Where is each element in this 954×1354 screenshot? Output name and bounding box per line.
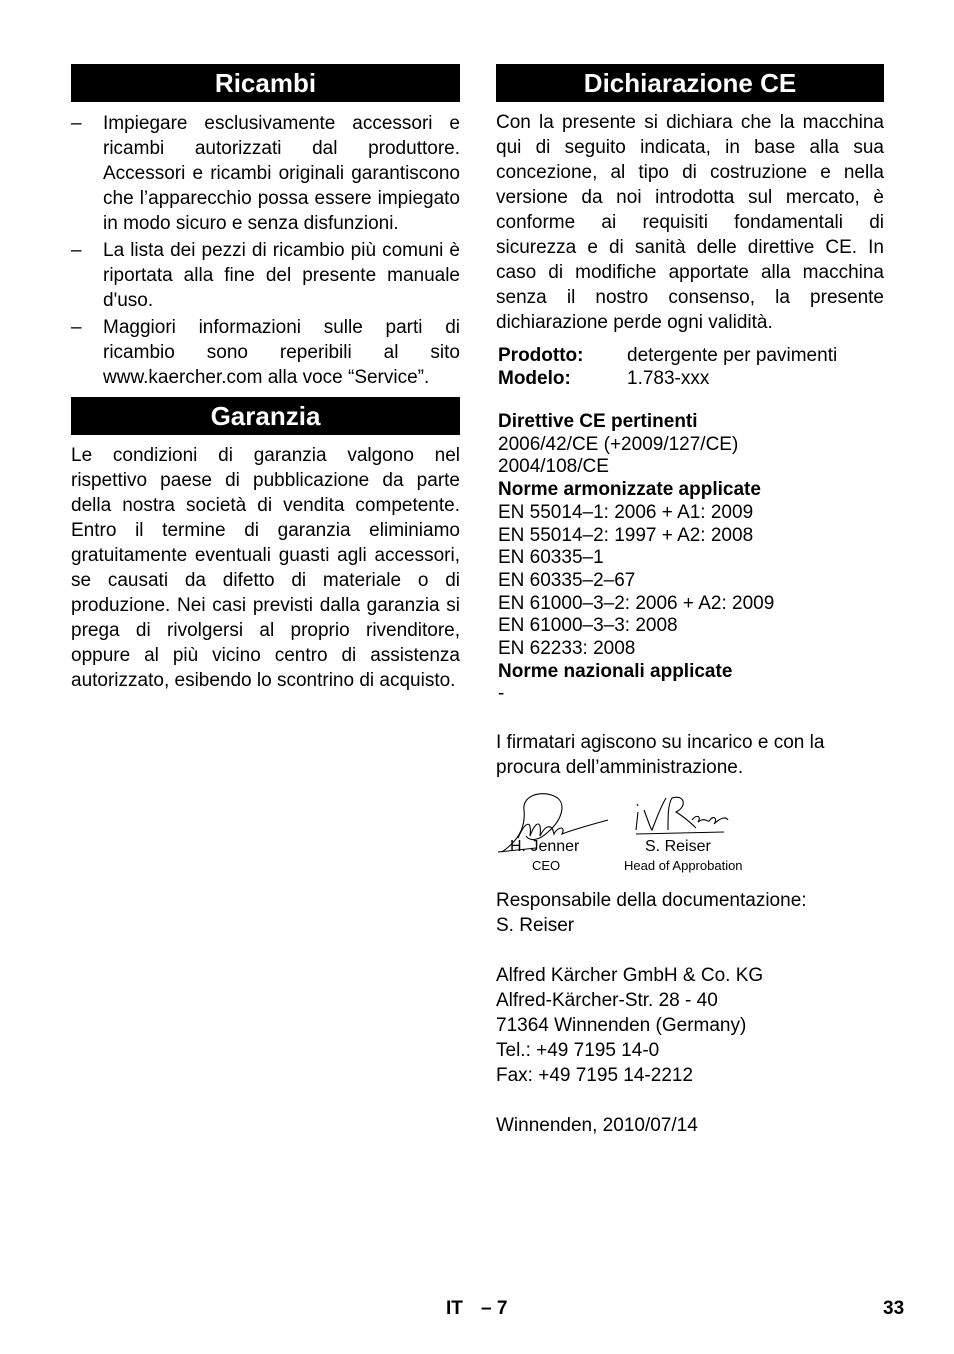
list-item	[71, 111, 460, 236]
dash-bullet: –	[71, 317, 82, 338]
garanzia-text: Le condizioni di garanzia valgono nel rispettivo paese di pubblicazione da parte della nostra società di vendita competente. Entro il termine di garanzia eliminiamo gratuitamente eventuali guasti agli accessori, se causati da difetto di materiale o di produzione. Nei casi previsti dalla garanzia si prega di rivolgersi al proprio rivenditore, oppure al più vicino centro di assistenza autorizzato, esibendo lo scontrino di acquisto.	[71, 445, 460, 691]
directives-heading: Direttive CE pertinenti	[498, 411, 698, 432]
harmonized-item: EN 55014–1: 2006 + A1: 2009	[498, 501, 754, 523]
company-address	[496, 963, 884, 1088]
ricambi-heading: Ricambi	[71, 64, 460, 102]
footer-language: IT	[446, 1298, 463, 1319]
signatories-text: I firmatari agiscono su incarico e con la procura dell’amministrazione.	[496, 732, 825, 779]
footer-page-number: 33	[883, 1298, 905, 1319]
directive-item: 2006/42/CE (+2009/127/CE)	[498, 433, 739, 455]
national-item: -	[498, 683, 505, 705]
standards-block	[496, 411, 884, 706]
dash-bullet: –	[71, 240, 82, 261]
doc-responsible-label: Responsabile della documentazione:	[496, 890, 807, 912]
declaration-intro: Con la presente si dichiara che la macchina qui di seguito indicata, in base alla sua concezione, al tipo di costruzione e nella versione da noi introdotta sul mercato, è conforme ai requisiti fondamentali di sicurezza e di sanità delle direttive CE. In caso di modifiche apportate alla macchina senza il nostro consenso, la presente dichiarazione perde ogni validità.	[496, 112, 884, 333]
place-date: Winnenden, 2010/07/14	[496, 1115, 698, 1137]
doc-responsible-name: S. Reiser	[496, 915, 575, 937]
national-heading: Norme nazionali applicate	[498, 660, 733, 682]
harmonized-item: EN 60335–2–67	[498, 569, 636, 591]
list-item-text: Maggiori informazioni sulle parti di ricambio sono reperibili al sito www.kaercher.com alla voce “Service”.	[103, 317, 460, 388]
harmonized-item: EN 60335–1	[498, 547, 604, 569]
ricambi-list	[71, 111, 460, 390]
signature-area	[496, 790, 884, 888]
list-item	[71, 315, 460, 390]
model-row	[496, 367, 884, 390]
doc-responsible	[496, 888, 884, 938]
address-line: Alfred-Kärcher-Str. 28 - 40	[496, 990, 718, 1012]
list-item	[71, 238, 460, 313]
model-label: Modelo:	[498, 368, 571, 389]
signature-name-jenner: H. Jenner	[510, 838, 580, 856]
list-item-text: La lista dei pezzi di ricambio più comuni è riportata alla fine del presente manuale d'uso.	[103, 240, 460, 311]
garanzia-heading: Garanzia	[71, 397, 460, 435]
signature-name-reiser: S. Reiser	[645, 838, 711, 856]
list-item-text: Impiegare esclusivamente accessori e ricambi autorizzati dal produttore. Accessori e ricambi originali garantiscono che l’apparecchio possa essere impiegato in modo sicuro e senza disfunzioni.	[103, 113, 460, 234]
signature-role-ceo: CEO	[532, 858, 561, 874]
address-line: Tel.: +49 7195 14-0	[496, 1040, 660, 1062]
address-line: Alfred Kärcher GmbH & Co. KG	[496, 965, 764, 987]
product-row	[496, 344, 884, 367]
harmonized-item: EN 61000–3–2: 2006 + A2: 2009	[498, 592, 775, 614]
harmonized-item: EN 62233: 2008	[498, 638, 636, 660]
harmonized-heading: Norme armonizzate applicate	[498, 479, 761, 501]
product-spec	[496, 344, 884, 390]
footer-section-page: – 7	[481, 1298, 508, 1319]
harmonized-item: EN 61000–3–3: 2008	[498, 615, 678, 637]
dichiarazione-heading: Dichiarazione CE	[496, 64, 884, 102]
dash-bullet: –	[71, 113, 82, 134]
address-line: 71364 Winnenden (Germany)	[496, 1015, 747, 1037]
harmonized-item: EN 55014–2: 1997 + A2: 2008	[498, 524, 754, 546]
address-line: Fax: +49 7195 14-2212	[496, 1065, 694, 1087]
product-label: Prodotto:	[498, 345, 584, 366]
directive-item: 2004/108/CE	[498, 456, 609, 478]
product-value: detergente per pavimenti	[627, 345, 838, 366]
model-value: 1.783-xxx	[627, 368, 710, 389]
left-column	[71, 64, 460, 693]
right-column	[496, 64, 884, 1138]
signature-role-approbation: Head of Approbation	[624, 858, 743, 874]
